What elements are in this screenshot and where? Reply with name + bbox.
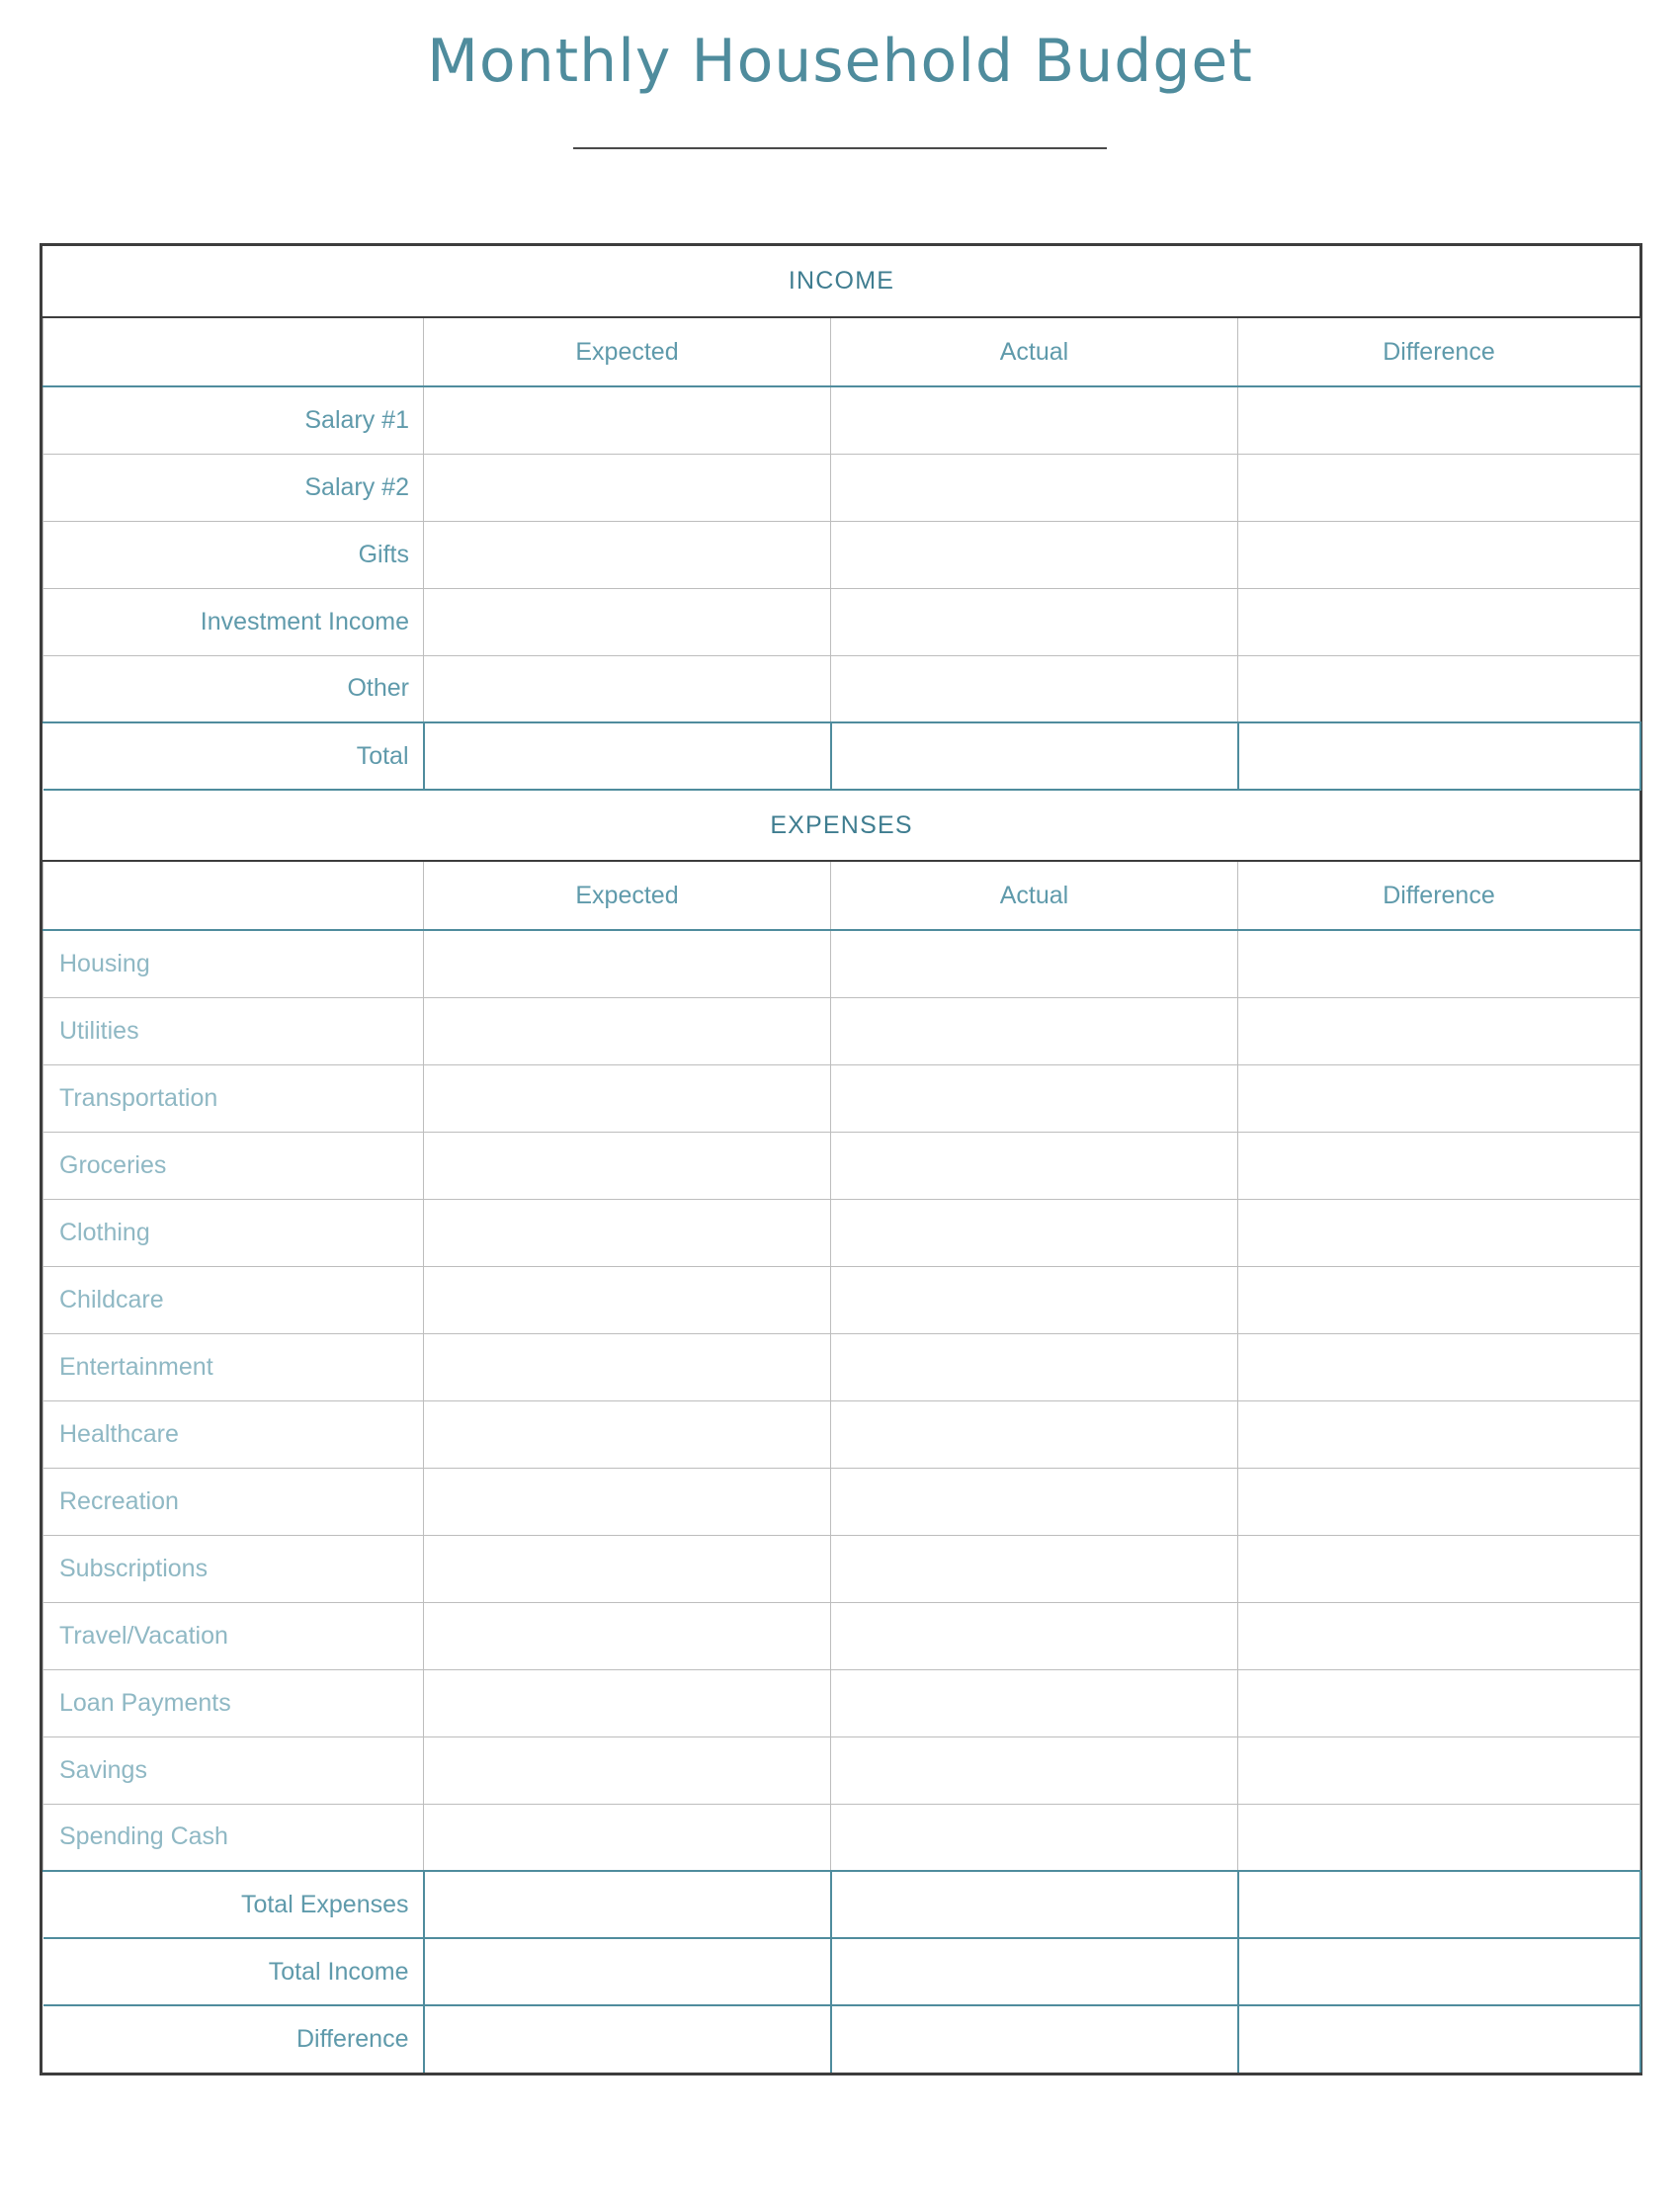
table-row (43, 1669, 1640, 1736)
table-row (43, 1736, 1640, 1804)
expense-difference-cell[interactable] (1238, 1804, 1640, 1871)
expense-expected-cell[interactable] (424, 1199, 831, 1266)
expense-actual-cell[interactable] (831, 1266, 1238, 1333)
table-row (43, 1199, 1640, 1266)
expense-row-label: Groceries (43, 1132, 424, 1199)
name-line (573, 147, 1107, 149)
expenses-header-blank (43, 861, 424, 930)
income-difference-cell[interactable] (1238, 454, 1640, 521)
expense-expected-cell[interactable] (424, 1468, 831, 1535)
total-expenses-label: Total Expenses (43, 1871, 424, 1938)
expense-expected-cell[interactable] (424, 1333, 831, 1400)
expense-row-label: Healthcare (43, 1400, 424, 1468)
page-title: Monthly Household Budget (427, 27, 1253, 96)
table-row (43, 1400, 1640, 1468)
difference-expected-cell[interactable] (424, 2005, 831, 2073)
expense-actual-cell[interactable] (831, 1804, 1238, 1871)
expense-expected-cell[interactable] (424, 1804, 831, 1871)
budget-table (42, 246, 1641, 2073)
budget-sheet (40, 243, 1642, 2075)
income-actual-cell[interactable] (831, 588, 1238, 655)
expense-expected-cell[interactable] (424, 1064, 831, 1132)
expense-row-label: Recreation (43, 1468, 424, 1535)
expense-actual-cell[interactable] (831, 1468, 1238, 1535)
table-row (43, 1064, 1640, 1132)
expense-expected-cell[interactable] (424, 930, 831, 997)
expense-difference-cell[interactable] (1238, 1602, 1640, 1669)
expense-row-label: Clothing (43, 1199, 424, 1266)
expense-actual-cell[interactable] (831, 1535, 1238, 1602)
expense-difference-cell[interactable] (1238, 1669, 1640, 1736)
income-total-actual-cell[interactable] (831, 722, 1238, 790)
income-expected-cell[interactable] (424, 454, 831, 521)
income-header-difference: Difference (1238, 317, 1640, 386)
expense-actual-cell[interactable] (831, 997, 1238, 1064)
expense-expected-cell[interactable] (424, 1736, 831, 1804)
expense-actual-cell[interactable] (831, 1064, 1238, 1132)
income-expected-cell[interactable] (424, 655, 831, 722)
expense-difference-cell[interactable] (1238, 1468, 1640, 1535)
expense-row-label: Transportation (43, 1064, 424, 1132)
expense-row-label: Subscriptions (43, 1535, 424, 1602)
expense-actual-cell[interactable] (831, 1736, 1238, 1804)
income-header-expected: Expected (424, 317, 831, 386)
income-difference-cell[interactable] (1238, 386, 1640, 454)
expense-expected-cell[interactable] (424, 997, 831, 1064)
expense-row-label: Utilities (43, 997, 424, 1064)
income-actual-cell[interactable] (831, 655, 1238, 722)
income-total-row (43, 722, 1640, 790)
table-row (43, 454, 1640, 521)
income-row-label: Salary #1 (43, 386, 424, 454)
expense-actual-cell[interactable] (831, 1199, 1238, 1266)
table-row (43, 1468, 1640, 1535)
total-expenses-actual-cell[interactable] (831, 1871, 1238, 1938)
income-expected-cell[interactable] (424, 588, 831, 655)
difference-difference-cell[interactable] (1238, 2005, 1640, 2073)
expense-actual-cell[interactable] (831, 1400, 1238, 1468)
expense-row-label: Travel/Vacation (43, 1602, 424, 1669)
table-row (43, 930, 1640, 997)
income-actual-cell[interactable] (831, 386, 1238, 454)
income-section-label: INCOME (43, 246, 1640, 317)
difference-actual-cell[interactable] (831, 2005, 1238, 2073)
table-row (43, 997, 1640, 1064)
income-total-difference-cell[interactable] (1238, 722, 1640, 790)
expense-row-label: Loan Payments (43, 1669, 424, 1736)
expense-expected-cell[interactable] (424, 1669, 831, 1736)
expenses-header-expected: Expected (424, 861, 831, 930)
expense-actual-cell[interactable] (831, 1333, 1238, 1400)
expense-row-label: Housing (43, 930, 424, 997)
difference-label: Difference (43, 2005, 424, 2073)
expense-difference-cell[interactable] (1238, 997, 1640, 1064)
expense-expected-cell[interactable] (424, 1266, 831, 1333)
expenses-header-difference: Difference (1238, 861, 1640, 930)
table-row (43, 1804, 1640, 1871)
income-row-label: Salary #2 (43, 454, 424, 521)
total-expenses-expected-cell[interactable] (424, 1871, 831, 1938)
name-line-container (0, 147, 1680, 149)
expense-actual-cell[interactable] (831, 930, 1238, 997)
income-expected-cell[interactable] (424, 521, 831, 588)
income-row-label: Investment Income (43, 588, 424, 655)
income-column-header-row (43, 317, 1640, 386)
table-row (43, 1535, 1640, 1602)
expense-row-label: Spending Cash (43, 1804, 424, 1871)
expense-difference-cell[interactable] (1238, 1199, 1640, 1266)
table-row (43, 1602, 1640, 1669)
expense-actual-cell[interactable] (831, 1132, 1238, 1199)
income-actual-cell[interactable] (831, 521, 1238, 588)
expenses-section-header-row (43, 790, 1640, 861)
expense-expected-cell[interactable] (424, 1400, 831, 1468)
expenses-section-label: EXPENSES (43, 790, 1640, 861)
income-difference-cell[interactable] (1238, 655, 1640, 722)
difference-row (43, 2005, 1640, 2073)
expense-row-label: Childcare (43, 1266, 424, 1333)
expense-difference-cell[interactable] (1238, 1064, 1640, 1132)
total-expenses-row (43, 1871, 1640, 1938)
income-section-header-row (43, 246, 1640, 317)
income-header-blank (43, 317, 424, 386)
total-income-difference-cell[interactable] (1238, 1938, 1640, 2005)
total-expenses-difference-cell[interactable] (1238, 1871, 1640, 1938)
expense-expected-cell[interactable] (424, 1535, 831, 1602)
table-row (43, 521, 1640, 588)
income-difference-cell[interactable] (1238, 521, 1640, 588)
income-total-label: Total (43, 722, 424, 790)
expense-difference-cell[interactable] (1238, 1535, 1640, 1602)
income-header-actual: Actual (831, 317, 1238, 386)
total-income-expected-cell[interactable] (424, 1938, 831, 2005)
expense-row-label: Entertainment (43, 1333, 424, 1400)
expense-expected-cell[interactable] (424, 1602, 831, 1669)
income-row-label: Gifts (43, 521, 424, 588)
expense-difference-cell[interactable] (1238, 930, 1640, 997)
expense-difference-cell[interactable] (1238, 1132, 1640, 1199)
table-row (43, 386, 1640, 454)
expense-difference-cell[interactable] (1238, 1736, 1640, 1804)
income-row-label: Other (43, 655, 424, 722)
total-income-actual-cell[interactable] (831, 1938, 1238, 2005)
income-actual-cell[interactable] (831, 454, 1238, 521)
expense-difference-cell[interactable] (1238, 1266, 1640, 1333)
table-row (43, 1333, 1640, 1400)
table-row (43, 1132, 1640, 1199)
expense-actual-cell[interactable] (831, 1602, 1238, 1669)
total-income-row (43, 1938, 1640, 2005)
expenses-header-actual: Actual (831, 861, 1238, 930)
income-expected-cell[interactable] (424, 386, 831, 454)
expense-difference-cell[interactable] (1238, 1333, 1640, 1400)
income-total-expected-cell[interactable] (424, 722, 831, 790)
total-income-label: Total Income (43, 1938, 424, 2005)
expense-actual-cell[interactable] (831, 1669, 1238, 1736)
expenses-column-header-row (43, 861, 1640, 930)
income-difference-cell[interactable] (1238, 588, 1640, 655)
table-row (43, 655, 1640, 722)
expense-row-label: Savings (43, 1736, 424, 1804)
expense-difference-cell[interactable] (1238, 1400, 1640, 1468)
budget-page (0, 28, 1680, 2202)
expense-expected-cell[interactable] (424, 1132, 831, 1199)
table-row (43, 1266, 1640, 1333)
table-row (43, 588, 1640, 655)
